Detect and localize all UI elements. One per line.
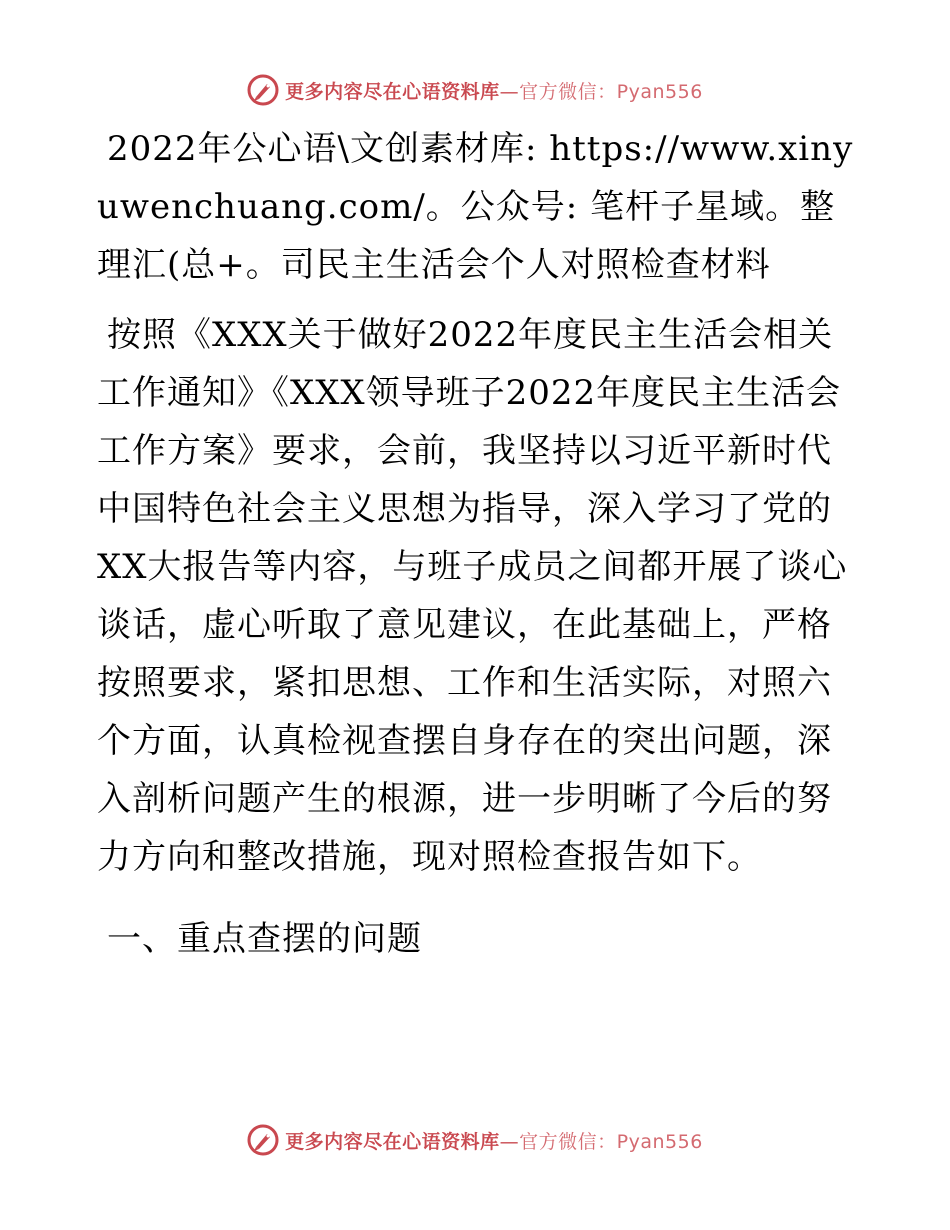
header-banner-text — [285, 77, 703, 104]
footer-banner — [0, 1120, 950, 1160]
footer-banner-wechat: 官方微信：Pyan556 — [519, 1130, 703, 1153]
document-intro: 2022年公心语\文创素材库: https://www.xinyuwenchuang.com/。公众号: 笔杆子星域。整理汇(总+。司民主生活会个人对照检查材料 — [97, 129, 854, 285]
header-banner-title: 更多内容尽在心语资料库 — [285, 80, 500, 103]
header-banner — [0, 70, 950, 110]
section-heading: 一、重点查摆的问题 — [107, 919, 422, 959]
pen-nib-logo-icon — [247, 74, 279, 106]
footer-banner-dash: — — [499, 1130, 520, 1153]
footer-banner-text — [285, 1127, 703, 1154]
header-banner-dash: — — [499, 80, 520, 103]
footer-banner-title: 更多内容尽在心语资料库 — [285, 1130, 500, 1153]
header-banner-wechat: 官方微信：Pyan556 — [519, 80, 703, 103]
document-body — [97, 120, 857, 980]
document-paragraph: 按照《XXX关于做好2022年度民主生活会相关工作通知》《XXX领导班子2022年度民主生活会工作方案》要求，会前，我坚持以习近平新时代中国特色社会主义思想为指导，深入学习了党的XX大报告等内容，与班子成员之间都开展了谈心谈话，虚心听取了意见建议，在此基础上，严格按照要求，紧扣思想、工作和生活实际，对照六个方面，认真检视查摆自身存在的突出问题，深入剖析问题产生的根源，进一步明晰了今后的努力方向和整改措施，现对照检查报告如下。 — [97, 315, 848, 877]
pen-nib-logo-icon — [247, 1124, 279, 1156]
